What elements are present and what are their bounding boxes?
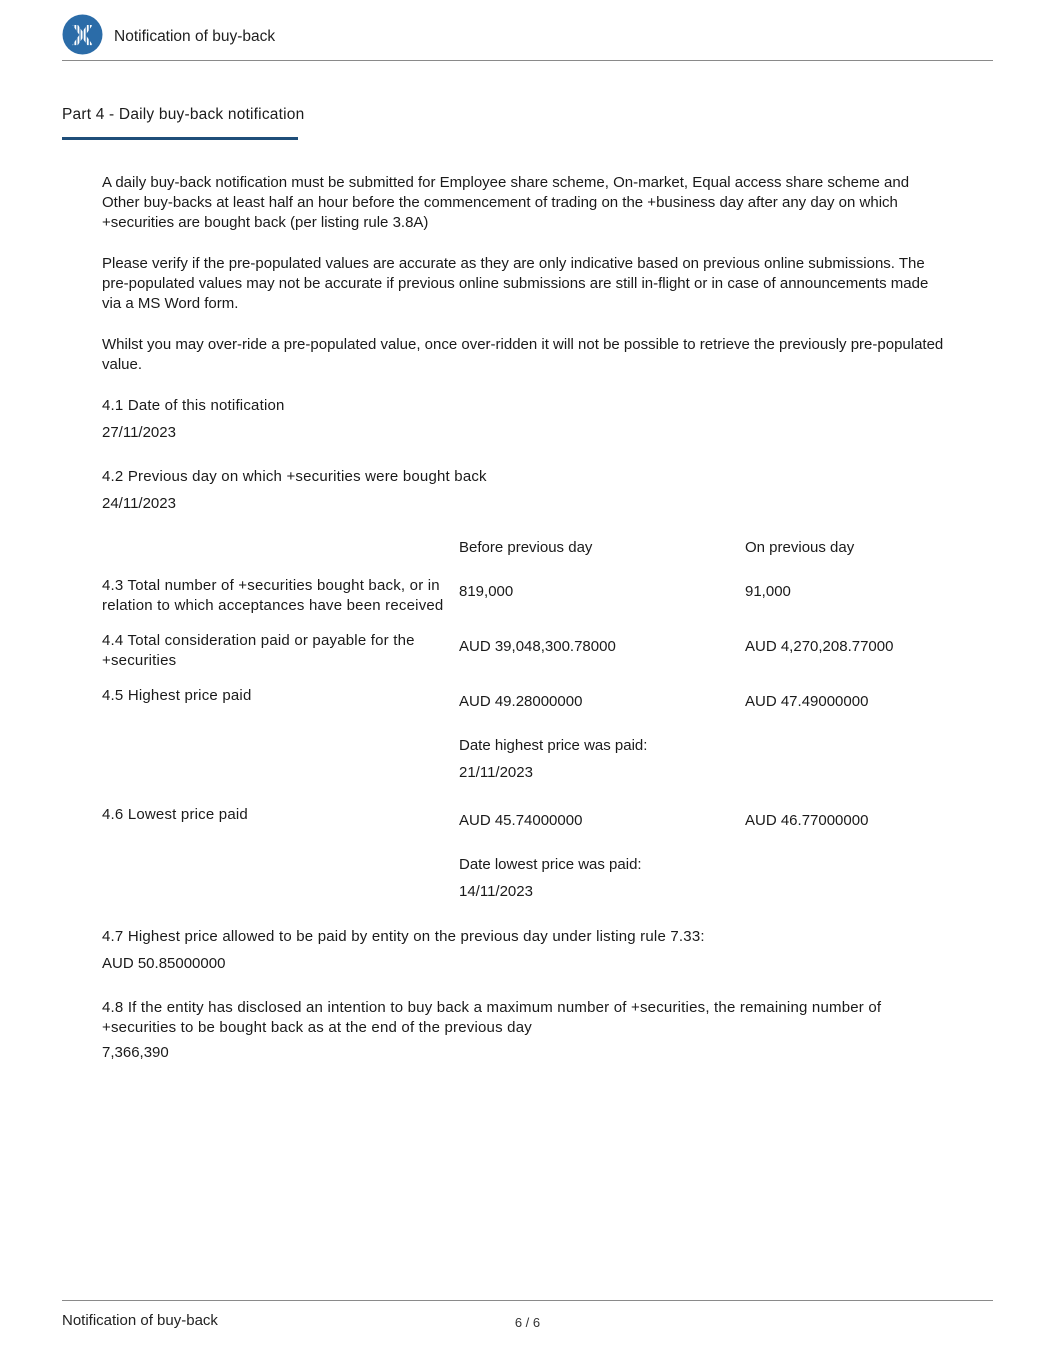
row-4-5-label: 4.5 Highest price paid — [102, 687, 252, 704]
row-4-6-date-label: Date lowest price was paid: — [459, 856, 642, 873]
field-4-2 — [102, 467, 947, 514]
field-4-2-label: 4.2 Previous day on which +securities were bought back — [102, 468, 487, 485]
row-4-4-label: 4.4 Total consideration paid or payable for the +securities — [102, 632, 415, 669]
field-4-1-label: 4.1 Date of this notification — [102, 397, 285, 414]
page-number-indicator: 6 / 6 — [514, 1315, 541, 1330]
intro-text — [102, 173, 947, 396]
field-4-8 — [102, 998, 947, 1063]
footer-title: Notification of buy-back — [62, 1312, 218, 1329]
row-4-3-on-value: 91,000 — [745, 583, 791, 600]
table-row-4-4 — [102, 631, 947, 671]
row-4-4-before-value: AUD 39,048,300.78000 — [459, 638, 616, 655]
table-row-4-5 — [102, 686, 947, 783]
row-4-4-on-value: AUD 4,270,208.77000 — [745, 638, 894, 655]
row-4-5-date-label: Date highest price was paid: — [459, 737, 648, 754]
intro-paragraph-3: Whilst you may over-ride a pre-populated value, once over-ridden it will not be possible to retrieve the previously pre-populated value. — [102, 336, 944, 373]
field-4-1 — [102, 396, 947, 443]
row-4-5-date-value: 21/11/2023 — [459, 764, 533, 781]
row-4-3-before-value: 819,000 — [459, 583, 514, 600]
row-4-6-before-cell — [459, 805, 745, 902]
table-header-spacer — [102, 537, 459, 576]
row-4-6-before-value: AUD 45.74000000 — [459, 812, 583, 829]
field-4-7 — [102, 927, 947, 974]
svg-text:X: X — [71, 18, 94, 52]
header-divider — [62, 60, 993, 61]
column-header-on-previous-day: On previous day — [745, 539, 855, 556]
footer-divider — [62, 1300, 993, 1301]
field-4-8-label: 4.8 If the entity has disclosed an intention to buy back a maximum number of +securities, the remaining number of +securities to be bought back as at the end of the previous day — [102, 999, 882, 1036]
row-4-6-label: 4.6 Lowest price paid — [102, 806, 248, 823]
field-4-1-value: 27/11/2023 — [102, 424, 176, 441]
row-4-5-before-value: AUD 49.28000000 — [459, 693, 583, 710]
field-4-7-label: 4.7 Highest price allowed to be paid by entity on the previous day under listing rule 7.33: — [102, 928, 705, 945]
intro-paragraph-1: A daily buy-back notification must be submitted for Employee share scheme, On-market, Equal access share scheme and Other buy-backs at least half an hour before the commencement of trading on the +business day after any day on which +securities are bought back (per listing rule 3.8A) — [102, 174, 910, 231]
field-4-2-value: 24/11/2023 — [102, 495, 176, 512]
row-4-5-on-value: AUD 47.49000000 — [745, 693, 869, 710]
row-4-6-on-value: AUD 46.77000000 — [745, 812, 869, 829]
part4-heading: Part 4 - Daily buy-back notification — [62, 106, 305, 123]
table-row-4-3 — [102, 576, 947, 616]
row-4-5-before-cell — [459, 686, 745, 783]
field-4-7-value: AUD 50.85000000 — [102, 955, 226, 972]
part4-heading-block — [62, 106, 304, 140]
page-title: Notification of buy-back — [114, 28, 276, 45]
row-4-3-label: 4.3 Total number of +securities bought back, or in relation to which acceptances have been received — [102, 577, 444, 614]
page-header — [62, 12, 275, 56]
intro-paragraph-2: Please verify if the pre-populated values are accurate as they are only indicative based on previous online submissions. The pre-populated values may not be accurate if previous online submissions are still in-flight or in case of announcements made via a MS Word form. — [102, 255, 929, 312]
table-row-4-6 — [102, 805, 947, 902]
part4-heading-underline — [62, 137, 298, 140]
field-4-8-value: 7,366,390 — [102, 1044, 169, 1061]
row-4-6-date-value: 14/11/2023 — [459, 883, 533, 900]
column-header-before-previous-day: Before previous day — [459, 539, 593, 556]
table-header-row — [102, 537, 947, 576]
asx-logo-icon — [62, 14, 103, 55]
buyback-table — [102, 537, 947, 902]
